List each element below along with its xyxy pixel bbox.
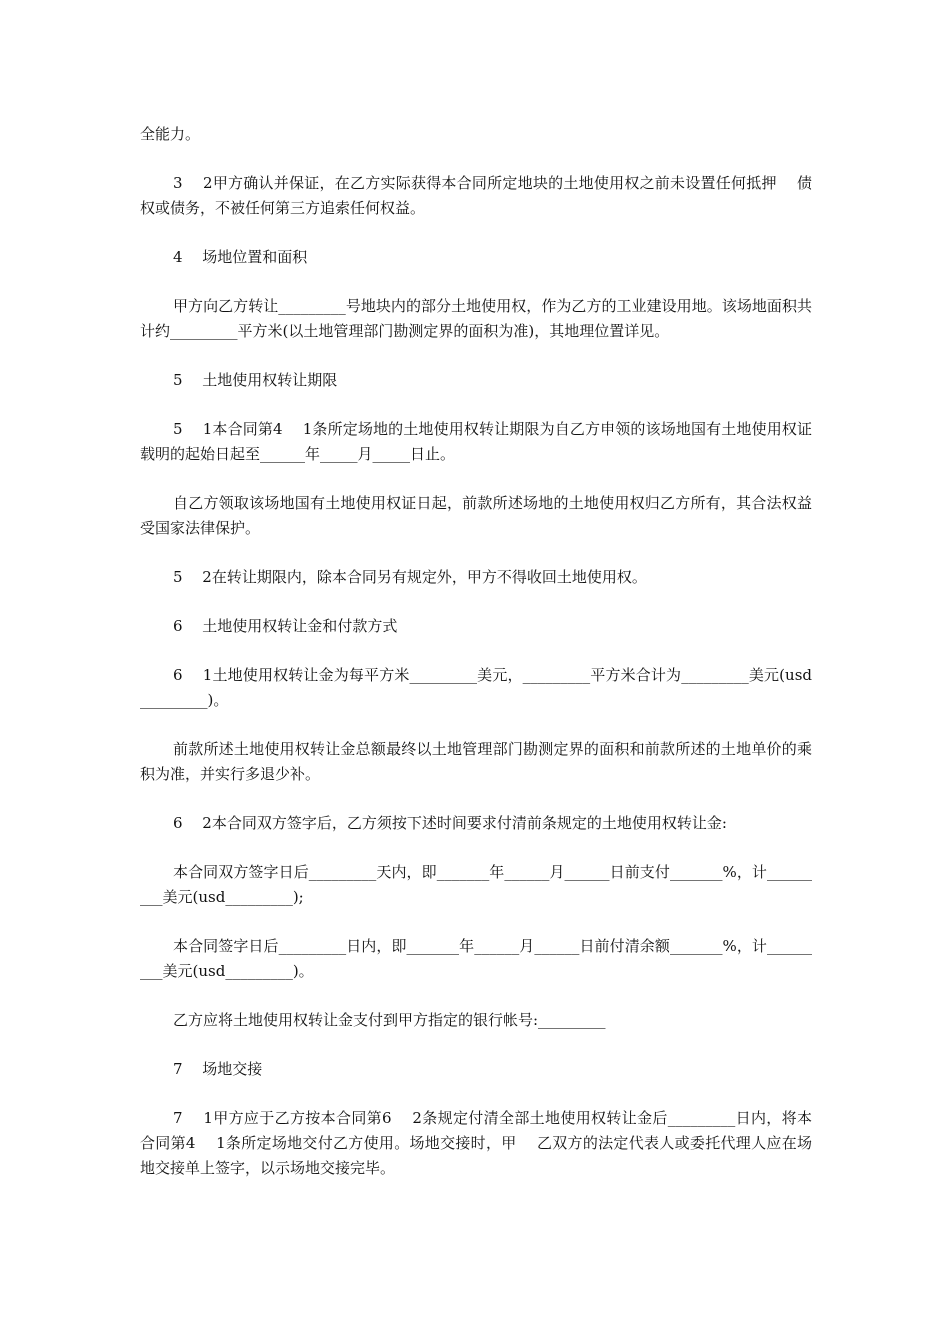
paragraph: 6 2本合同双方签字后，乙方须按下述时间要求付清前条规定的土地使用权转让金: bbox=[173, 814, 727, 832]
paragraph: 甲方向乙方转让_________号地块内的部分土地使用权，作为乙方的工业建设用地。该场地面积共计约_________平方米(以土地管理部门勘测定界的面积为准)，其地理位置详见。 bbox=[140, 297, 812, 340]
document-page bbox=[140, 122, 812, 1205]
section-heading: 4 场地位置和面积 bbox=[173, 248, 308, 266]
paragraph: 前款所述土地使用权转让金总额最终以土地管理部门勘测定界的面积和前款所述的土地单价的乘积为准，并实行多退少补。 bbox=[140, 740, 812, 783]
paragraph: 全能力。 bbox=[140, 125, 201, 143]
paragraph: 本合同签字日后_________日内，即_______年______月______日前付清余额_______%，计_________美元(usd_________)。 bbox=[140, 937, 812, 980]
paragraph: 乙方应将土地使用权转让金支付到甲方指定的银行帐号:_________ bbox=[173, 1011, 606, 1029]
paragraph: 本合同双方签字日后_________天内，即_______年______月______日前支付_______%，计_________美元(usd_________); bbox=[140, 863, 812, 906]
paragraph: 5 2在转让期限内，除本合同另有规定外，甲方不得收回土地使用权。 bbox=[173, 568, 647, 586]
paragraph: 7 1甲方应于乙方按本合同第6 2条规定付清全部土地使用权转让金后_________日内，将本合同第4 1条所定场地交付乙方使用。场地交接时，甲 乙双方的法定代表人或委托代理人应在场地交接单上签字，以示场地交接完毕。 bbox=[140, 1109, 812, 1177]
section-heading: 6 土地使用权转让金和付款方式 bbox=[173, 617, 398, 635]
paragraph: 6 1土地使用权转让金为每平方米_________美元，_________平方米合计为_________美元(usd_________)。 bbox=[140, 666, 812, 709]
paragraph: 5 1本合同第4 1条所定场地的土地使用权转让期限为自乙方申领的该场地国有土地使用权证载明的起始日起至______年_____月_____日止。 bbox=[140, 420, 812, 463]
paragraph: 3 2甲方确认并保证，在乙方实际获得本合同所定地块的土地使用权之前未设置任何抵押 债权或债务，不被任何第三方追索任何权益。 bbox=[140, 174, 812, 217]
paragraph: 自乙方领取该场地国有土地使用权证日起，前款所述场地的土地使用权归乙方所有，其合法权益受国家法律保护。 bbox=[140, 494, 812, 537]
section-heading: 7 场地交接 bbox=[173, 1060, 263, 1078]
section-heading: 5 土地使用权转让期限 bbox=[173, 371, 338, 389]
